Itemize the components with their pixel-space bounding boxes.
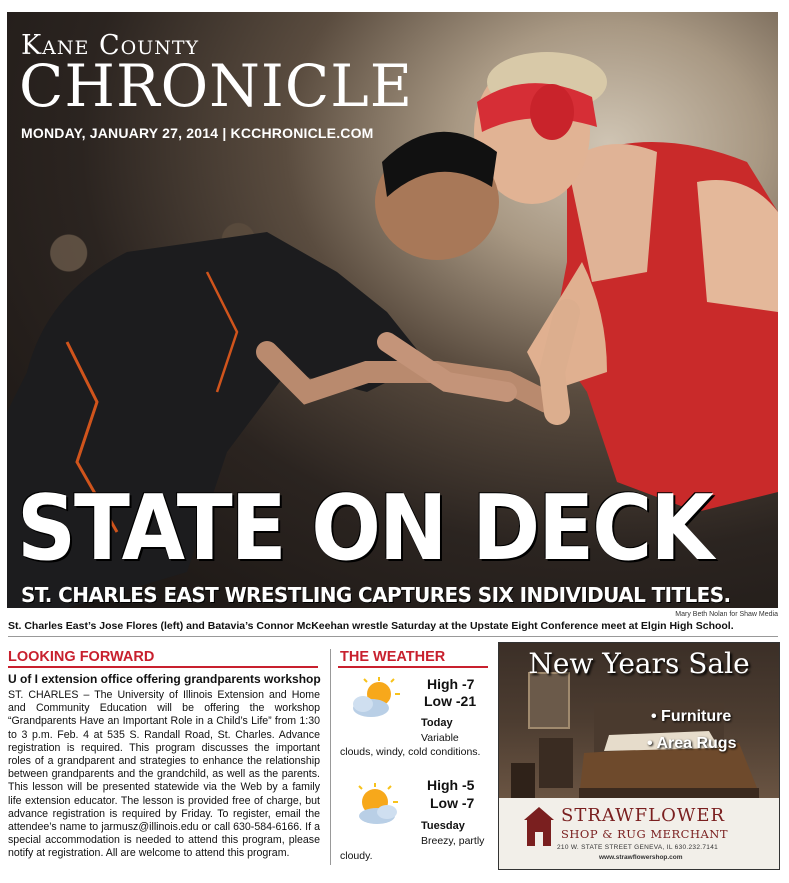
- weather-today-desc-1: Variable: [421, 732, 459, 744]
- ad-brand-name: STRAWFLOWER: [561, 805, 726, 826]
- weather-today-low: Low -21: [424, 693, 477, 709]
- weather-today-high: High -7: [427, 676, 475, 692]
- divider: [8, 636, 778, 637]
- masthead-chronicle: CHRONICLE: [19, 52, 414, 120]
- cover-subhead[interactable]: ST. CHARLES EAST WRESTLING CAPTURES SIX INDIVIDUAL TITLES.: [21, 583, 731, 607]
- ad-address: 210 W. STATE STREET GENEVA, IL 630.232.7141: [557, 844, 719, 851]
- cover-headline: STATE ON DECK: [17, 476, 712, 581]
- dateline: MONDAY, JANUARY 27, 2014 | KCCHRONICLE.COM: [21, 125, 374, 141]
- weather-tuesday-desc-1: Breezy, partly: [421, 835, 485, 847]
- weather-rule: [338, 666, 488, 668]
- partly-sunny-icon: [347, 676, 403, 722]
- weather-tuesday-label: Tuesday: [421, 820, 465, 832]
- photo-credit: Mary Beth Nolan for Shaw Media: [675, 611, 778, 618]
- story-title[interactable]: U of I extension office offering grandparents workshop: [8, 672, 321, 686]
- photo-caption: St. Charles East’s Jose Flores (left) and Batavia’s Connor McKeehan wrestle Saturday at the Upstate Eight Conference meet at Elgin High School.: [8, 620, 734, 632]
- ad-title: New Years Sale: [528, 647, 750, 680]
- weather-today-label: Today: [421, 717, 453, 729]
- shop-building-icon: [521, 804, 557, 848]
- ad-bullet-area-rugs: • Area Rugs: [647, 735, 737, 752]
- strawflower-advertisement[interactable]: [498, 642, 780, 870]
- weather-heading: THE WEATHER: [340, 649, 446, 665]
- weather-tuesday-low: Low -7: [430, 795, 475, 811]
- ad-brand-tagline: SHOP & RUG MERCHANT: [561, 827, 729, 841]
- cover-photo[interactable]: [7, 12, 778, 608]
- story-body: ST. CHARLES – The University of Illinois Extension and Home and Community Education will be offering the workshop “Grandparents Have an Important Role in a Child’s Life” from 1:30 to 3 p.m. Feb. 4 at 535 S. Randall Road, St. Charles. Advance registration is required. This program discusses the important roles of a grandparent and strategies to enhance the relationship between grandparents and the grandchild, as well as the parents. This lesson will be presented statewide via the Web by a family life extension educator. The lesson is provided free of charge, but advance registration is required by Friday. To register, email the attendee’s name to jarmusz@illinois.edu or call 630-584-6166. If a special accommodation is needed to attend this program, please notify at registration. All are welcome to attend this program.: [8, 689, 320, 860]
- weather-tuesday-high: High -5: [427, 777, 475, 793]
- ad-website[interactable]: www.strawflowershop.com: [599, 854, 683, 861]
- partly-sunny-icon: [347, 782, 403, 828]
- weather-today-desc-2: clouds, windy, cold conditions.: [340, 746, 481, 758]
- ad-brand-panel: [499, 798, 779, 869]
- looking-forward-heading: LOOKING FORWARD: [8, 649, 155, 665]
- masthead-kane-county: Kane County: [21, 30, 200, 61]
- ad-bullet-furniture: • Furniture: [651, 708, 732, 725]
- looking-forward-rule: [8, 666, 318, 668]
- column-divider: [330, 649, 331, 865]
- weather-tuesday-desc-2: cloudy.: [340, 850, 373, 862]
